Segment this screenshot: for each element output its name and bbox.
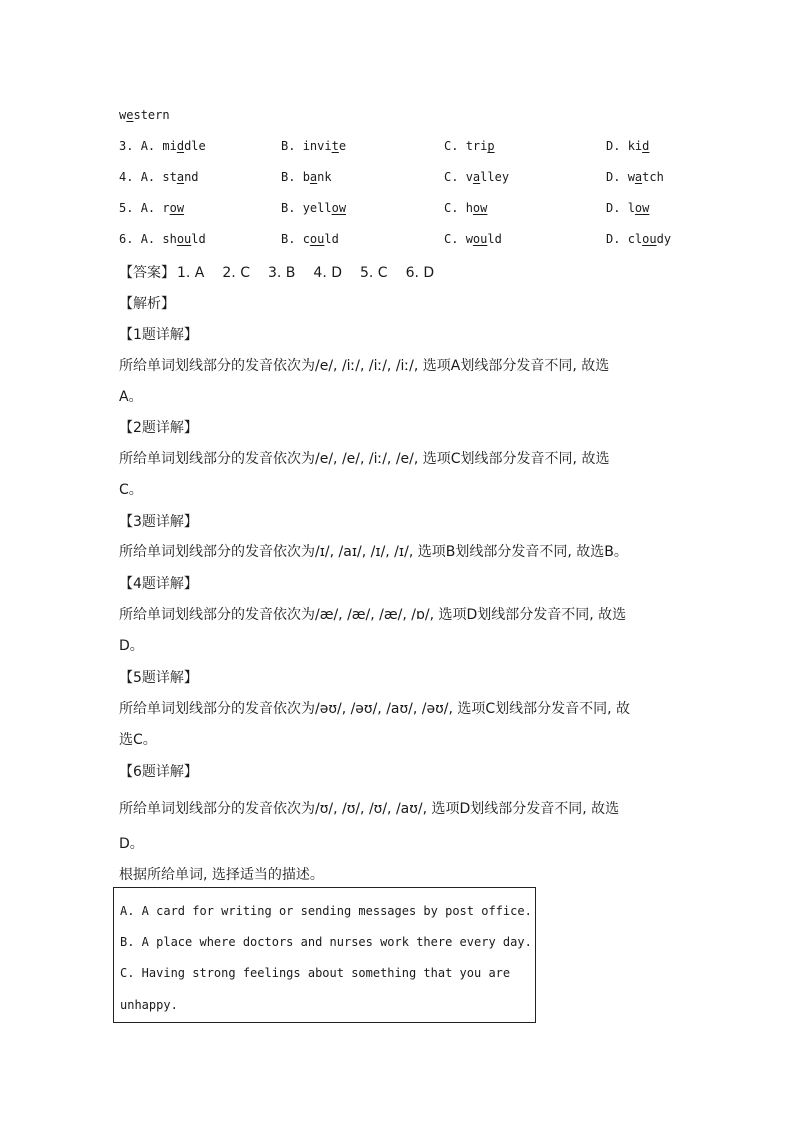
detail-text: D。 — [119, 638, 144, 654]
answer-line — [119, 262, 452, 282]
answer-item: 5. C — [360, 265, 388, 281]
option — [281, 139, 346, 153]
option-letter: A. — [140, 139, 156, 153]
option — [119, 201, 184, 215]
word-underline: a — [176, 170, 185, 184]
option — [606, 139, 649, 153]
option — [119, 139, 206, 153]
question-number: 3. — [119, 139, 134, 153]
word-underline: a — [309, 170, 318, 184]
definition-line: A. A card for writing or sending messages by post office. — [120, 904, 532, 918]
option — [444, 201, 487, 215]
option — [119, 232, 206, 246]
word-underline: ow — [634, 201, 650, 215]
answer-item: 1. A — [177, 265, 205, 281]
detail-text: 所给单词划线部分的发音依次为/e/, /iː/, /iː/, /iː/, 选项A划线部分发音不同, 故选 — [119, 358, 610, 374]
detail-text: 所给单词划线部分的发音依次为/əʊ/, /əʊ/, /aʊ/, /əʊ/, 选项C划线部分发音不同, 故 — [119, 701, 631, 717]
detail-text: 所给单词划线部分的发音依次为/ɪ/, /aɪ/, /ɪ/, /ɪ/, 选项B划线部分发音不同, 故选B。 — [119, 544, 628, 560]
word-prefix: cl — [627, 232, 643, 246]
word-underline: ou — [472, 232, 488, 246]
word-underline: ou — [642, 232, 657, 246]
word-suffix: e — [338, 139, 347, 153]
option — [281, 201, 346, 215]
word-suffix: lley — [480, 170, 510, 184]
option-letter: A. — [140, 170, 156, 184]
detail-title: 【4题详解】 — [119, 576, 198, 592]
word-prefix: w — [119, 108, 127, 122]
word-prefix: yell — [302, 201, 332, 215]
option-letter: B. — [281, 201, 296, 215]
option-letter: C. — [444, 232, 459, 246]
word-suffix: nk — [317, 170, 332, 184]
word-underline: e — [126, 108, 134, 122]
word-prefix: tri — [465, 139, 488, 153]
definition-line: C. Having strong feelings about something that you are — [120, 966, 511, 980]
option-letter: C. — [444, 139, 459, 153]
word-suffix: tch — [642, 170, 664, 184]
definition-line: unhappy. — [120, 998, 178, 1012]
word-suffix: nd — [184, 170, 199, 184]
word-suffix: dle — [184, 139, 206, 153]
detail-text: C。 — [119, 482, 143, 498]
detail-title: 【2题详解】 — [119, 420, 198, 436]
word-suffix: dy — [656, 232, 672, 246]
answer-item: 4. D — [313, 265, 342, 281]
word-prefix: l — [627, 201, 635, 215]
word-prefix: w — [465, 232, 473, 246]
detail-title: 【3题详解】 — [119, 514, 198, 530]
instruction-text: 根据所给单词, 选择适当的描述。 — [119, 867, 324, 883]
question-number: 6. — [119, 232, 134, 246]
answer-item: 2. C — [222, 265, 250, 281]
word-prefix: r — [162, 201, 170, 215]
word-prefix: invi — [302, 139, 332, 153]
word-suffix: ld — [191, 232, 206, 246]
analysis-label: 【解析】 — [119, 296, 175, 312]
detail-title: 【1题详解】 — [119, 327, 198, 343]
option — [119, 170, 199, 184]
detail-text: 所给单词划线部分的发音依次为/ʊ/, /ʊ/, /ʊ/, /aʊ/, 选项D划线部分发音不同, 故选 — [119, 801, 620, 817]
question-number: 5. — [119, 201, 134, 215]
detail-title: 【6题详解】 — [119, 764, 198, 780]
option — [606, 170, 664, 184]
option-letter: D. — [606, 232, 621, 246]
option-letter: C. — [444, 201, 459, 215]
option — [606, 232, 671, 246]
detail-title: 【5题详解】 — [119, 670, 198, 686]
option — [444, 139, 495, 153]
detail-text: A。 — [119, 389, 143, 405]
word-underline: a — [472, 170, 481, 184]
word-underline: p — [487, 139, 495, 153]
question-row — [119, 139, 719, 157]
option — [606, 201, 649, 215]
option-letter: A. — [140, 232, 156, 246]
word-prefix: v — [465, 170, 473, 184]
question-number: 4. — [119, 170, 134, 184]
option-letter: D. — [606, 139, 621, 153]
detail-text: D。 — [119, 836, 144, 852]
detail-text: 所给单词划线部分的发音依次为/æ/, /æ/, /æ/, /ɒ/, 选项D划线部分发音不同, 故选 — [119, 607, 627, 623]
option — [281, 232, 339, 246]
word-suffix: stern — [133, 108, 170, 122]
word-underline: d — [176, 139, 185, 153]
answer-label: 【答案】 — [119, 265, 175, 281]
word-suffix: ld — [324, 232, 339, 246]
word-underline: ou — [309, 232, 325, 246]
question-row — [119, 170, 719, 188]
definitions-box — [113, 887, 536, 1023]
detail-text: 选C。 — [119, 732, 157, 748]
word-underline: a — [634, 170, 643, 184]
detail-text: 所给单词划线部分的发音依次为/e/, /e/, /iː/, /e/, 选项C划线部分发音不同, 故选 — [119, 451, 610, 467]
word-underline: ow — [169, 201, 185, 215]
option-letter: D. — [606, 170, 621, 184]
question-row — [119, 232, 719, 250]
answer-item: 6. D — [405, 265, 435, 281]
word-underline: ow — [472, 201, 488, 215]
answer-item: 3. B — [267, 265, 296, 281]
word-prefix: c — [302, 232, 310, 246]
option-letter: B. — [281, 232, 296, 246]
word-prefix: ki — [627, 139, 643, 153]
word-suffix: ld — [487, 232, 502, 246]
question-row — [119, 201, 719, 219]
option-letter: C. — [444, 170, 459, 184]
word-prefix: w — [627, 170, 635, 184]
word-underline: ou — [176, 232, 192, 246]
word-underline: ow — [331, 201, 347, 215]
option — [281, 170, 332, 184]
option — [444, 170, 509, 184]
option-letter: B. — [281, 170, 296, 184]
word-underline: t — [331, 139, 339, 153]
definition-line: B. A place where doctors and nurses work there every day. — [120, 935, 532, 949]
top-word — [119, 108, 170, 122]
word-prefix: mi — [162, 139, 177, 153]
word-prefix: sh — [162, 232, 177, 246]
option-letter: D. — [606, 201, 621, 215]
word-prefix: h — [465, 201, 473, 215]
word-underline: d — [642, 139, 650, 153]
option-letter: B. — [281, 139, 296, 153]
option — [444, 232, 502, 246]
word-prefix: st — [162, 170, 177, 184]
word-prefix: b — [302, 170, 310, 184]
option-letter: A. — [140, 201, 156, 215]
